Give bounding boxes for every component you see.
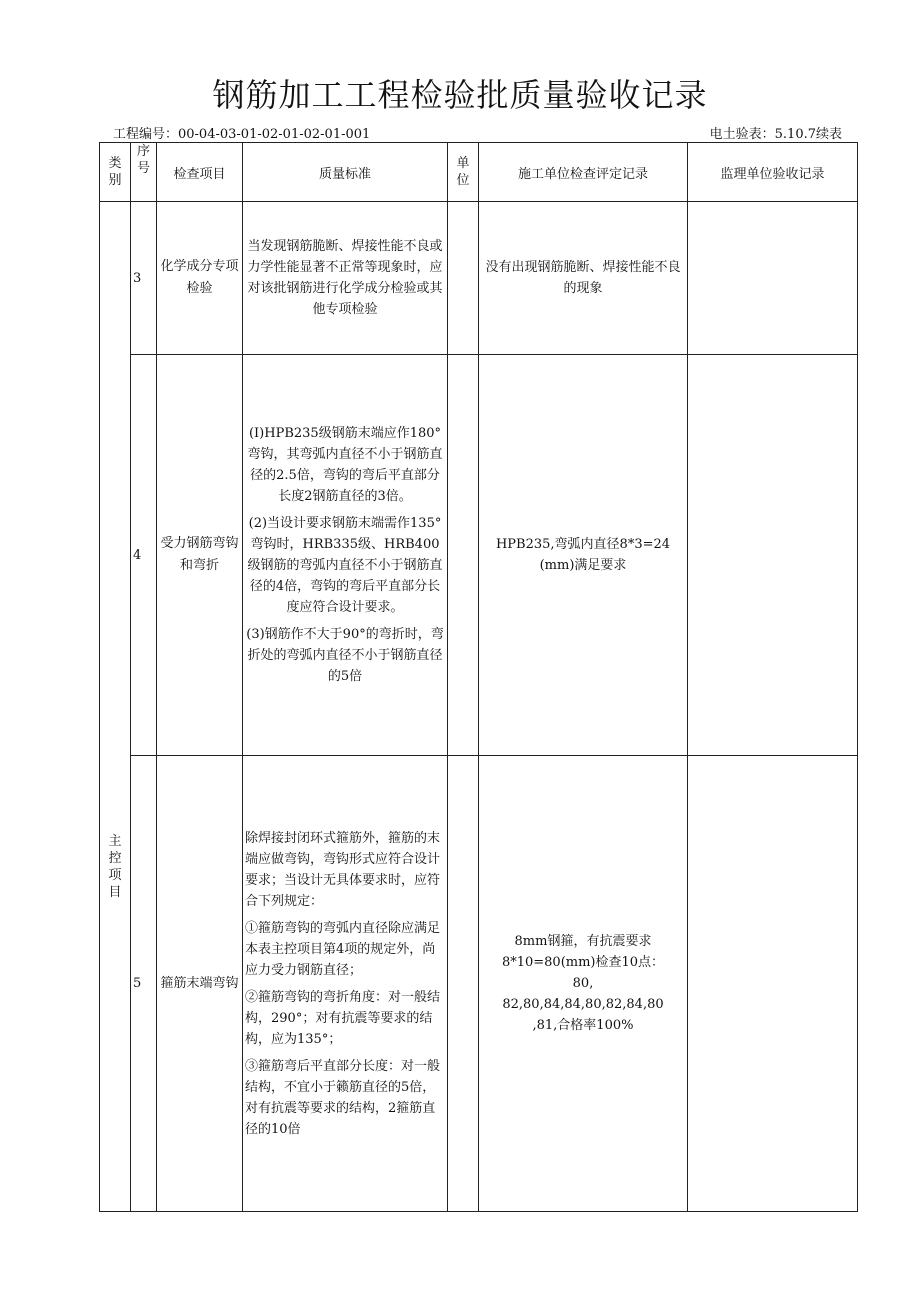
standard-clause: (3)钢筋作不大于90°的弯折时，弯折处的弯弧内直径不小于钢筋直径的5倍 xyxy=(246,627,444,684)
row-standard xyxy=(243,202,448,355)
table-row xyxy=(100,355,858,756)
standard-clause: 当发现钢筋脆断、焊接性能不良或力学性能显著不正常等现象时，应对该批钢筋进行化学成分检验或其他专项检验 xyxy=(247,239,443,317)
category-cell xyxy=(100,202,131,1212)
record-line: HPB235,弯弧内直径8*3=24 xyxy=(495,537,671,552)
standard-clause: ③箍筋弯后平直部分长度：对一般结构，不宜小于籁筋直径的5倍，对有抗震等要求的结构，2箍筋直径的10倍 xyxy=(245,1058,441,1137)
row-supervisor-record xyxy=(688,355,858,756)
row-unit xyxy=(448,355,479,756)
row-standard xyxy=(243,355,448,756)
row-contractor-record xyxy=(479,355,688,756)
row-number: 3 xyxy=(131,202,157,355)
standard-clause: (I)HPB235级钢筋末端应作180°弯钩，其弯弧内直径不小于钢筋直径的2.5倍，弯钩的弯后平直部分长度2钢筋直径的3倍。 xyxy=(247,426,443,504)
form-code: 电土验表：5.10.7续表 xyxy=(709,127,842,142)
row-unit xyxy=(448,202,479,355)
header-row xyxy=(100,143,858,202)
record-line: 82,80,84,84,80,82,84,80 xyxy=(502,997,664,1012)
row-contractor-record xyxy=(479,202,688,355)
header-contractor-record: 施工单位检查评定记录 xyxy=(479,143,688,202)
record-line: ,81,合格率100% xyxy=(532,1018,634,1033)
record-line: (mm)满足要求 xyxy=(539,558,627,573)
record-line: 8mm钢箍，有抗震要求 xyxy=(514,934,652,949)
row-supervisor-record xyxy=(688,202,858,355)
table-row xyxy=(100,202,858,355)
header-number xyxy=(131,143,157,202)
table-row xyxy=(100,756,858,1212)
row-contractor-record xyxy=(479,756,688,1212)
header-unit xyxy=(448,143,479,202)
category-label: 主 控 项 目 xyxy=(108,833,122,900)
row-item: 箍筋末端弯钩 xyxy=(157,756,243,1212)
header-category xyxy=(100,143,131,202)
standard-clause: 除焊接封闭环式箍筋外，箍筋的末端应做弯钩，弯钩形式应符合设计要求；当设计无具体要求时，应符合下列规定： xyxy=(245,830,441,909)
row-supervisor-record xyxy=(688,756,858,1212)
header-category-label: 类 别 xyxy=(108,156,122,188)
header-item: 检查项目 xyxy=(157,143,243,202)
header-number-label: 序 号 xyxy=(136,144,150,176)
header-unit-label: 单 位 xyxy=(456,156,470,188)
header-supervisor-record: 监理单位验收记录 xyxy=(688,143,858,202)
standard-clause: ②箍筋弯钩的弯折角度：对一般结构，290°；对有抗震等要求的结构，应为135°； xyxy=(245,989,441,1047)
record-line: 8*10=80(mm)检查10点： xyxy=(501,955,665,970)
record-line: 80, xyxy=(572,976,594,991)
row-item: 化学成分专项检验 xyxy=(157,202,243,355)
row-unit xyxy=(448,756,479,1212)
table-body xyxy=(100,202,858,1212)
project-code: 工程编号：00-04-03-01-02-01-02-01-001 xyxy=(113,127,371,142)
row-number: 5 xyxy=(131,756,157,1212)
standard-clause: (2)当设计要求钢筋末端需作135°弯钩时，HRB335级、HRB400级钢筋的弯弧内直径不小于钢筋直径的4倍，弯钩的弯后平直部分长度应符合设计要求。 xyxy=(247,516,443,615)
row-standard xyxy=(243,756,448,1212)
inspection-record-table xyxy=(99,142,858,1212)
standard-clause: ①箍筋弯钩的弯弧内直径除应满足本表主控项目第4项的规定外，尚应力受力钢筋直径； xyxy=(245,920,441,978)
row-number: 4 xyxy=(131,355,157,756)
header-standard: 质量标准 xyxy=(243,143,448,202)
record-line: 没有出现钢筋脆断、焊接性能不良的现象 xyxy=(485,260,681,296)
row-item: 受力钢筋弯钩和弯折 xyxy=(157,355,243,756)
document-title: 钢筋加工工程检验批质量验收记录 xyxy=(212,76,708,114)
